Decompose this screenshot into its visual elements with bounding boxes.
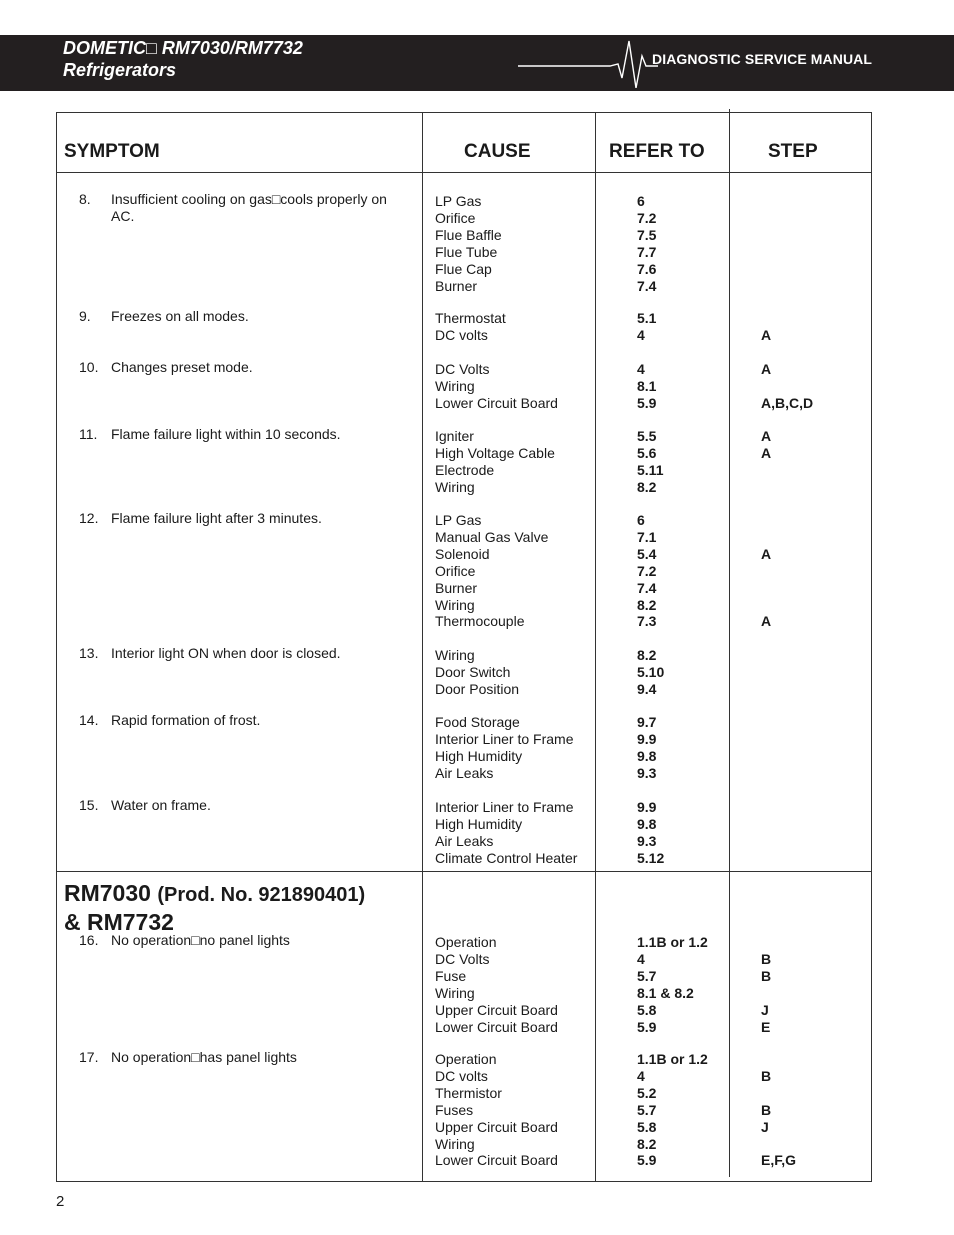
symptom-text: AC. (111, 207, 135, 224)
refer-to-cell: 8.1 (637, 377, 657, 394)
symptom-number: 9. (79, 308, 91, 324)
cause-cell: Interior Liner to Frame (435, 799, 574, 815)
cause-cell: Upper Circuit Board (435, 1118, 558, 1135)
section-title-model: RM7030 (64, 880, 151, 906)
cause-cell: Lower Circuit Board (435, 394, 558, 411)
cause-cell: Operation (435, 934, 497, 950)
symptom-number: 8. (79, 191, 91, 207)
cause-cell: Door Switch (435, 663, 511, 680)
refer-to-cell: 5.9 (637, 394, 657, 411)
step-cell: B (761, 1067, 772, 1084)
refer-to-cell: 1.1B or 1.2 (637, 934, 708, 950)
cause-cell: Air Leaks (435, 764, 494, 781)
cause-cell: Wiring (435, 647, 475, 663)
step-cell: B (761, 967, 772, 984)
symptom-text: Flame failure light within 10 seconds. (111, 426, 341, 442)
refer-to-cell: 4 (637, 1067, 645, 1084)
cause-cell: DC Volts (435, 361, 490, 377)
cause-cell: Climate Control Heater (435, 849, 578, 866)
step-cell: A (761, 613, 772, 630)
symptom-number: 15. (79, 797, 99, 813)
refer-to-cell: 7.4 (637, 277, 657, 294)
brand-subtitle: Refrigerators (63, 60, 177, 80)
refer-to-cell: 9.9 (637, 799, 657, 815)
refer-to-cell: 5.10 (637, 663, 665, 680)
cause-cell: Thermostat (435, 310, 506, 326)
refer-to-cell: 7.6 (637, 260, 657, 277)
header-divider (57, 172, 871, 173)
refer-to-cell: 7.2 (637, 209, 657, 226)
cause-cell: Electrode (435, 461, 495, 478)
symptom-number: 13. (79, 645, 99, 661)
diagnostic-table (56, 112, 872, 1182)
refer-to-cell: 5.11 (637, 461, 664, 478)
cause-cell: Operation (435, 1051, 497, 1067)
symptom-number: 17. (79, 1049, 99, 1065)
symptom-text: Freezes on all modes. (111, 308, 249, 324)
cause-cell: Solenoid (435, 545, 490, 562)
symptom-number: 10. (79, 359, 99, 375)
refer-to-cell: 7.4 (637, 579, 657, 596)
refer-to-cell: 6 (637, 512, 645, 528)
step-cell: J (761, 1118, 769, 1135)
cause-cell: Burner (435, 579, 478, 596)
cause-cell: Upper Circuit Board (435, 1001, 558, 1018)
refer-to-cell: 9.3 (637, 832, 657, 849)
column-header-step: STEP (768, 141, 818, 162)
section-title-prod-no: (Prod. No. 921890401) (157, 884, 366, 906)
step-cell: A (761, 361, 772, 377)
page-header (0, 35, 954, 91)
cause-cell: Fuses (435, 1101, 474, 1118)
refer-to-cell: 5.6 (637, 444, 657, 461)
section-title (64, 880, 365, 936)
refer-to-cell: 5.5 (637, 428, 657, 444)
refer-to-cell: 4 (637, 361, 645, 377)
cause-cell: Orifice (435, 562, 476, 579)
refer-to-cell: 8.2 (637, 1135, 657, 1152)
refer-to-cell: 5.12 (637, 849, 665, 866)
cause-cell: Thermocouple (435, 613, 525, 630)
step-cell: A (761, 545, 772, 562)
page-number: 2 (56, 1193, 65, 1210)
refer-to-cell: 8.2 (637, 596, 657, 613)
column-header-refer-to: REFER TO (609, 141, 705, 162)
cause-cell: LP Gas (435, 512, 482, 528)
column-header-cause: CAUSE (464, 141, 531, 162)
refer-to-cell: 4 (637, 950, 645, 967)
cause-cell: DC volts (435, 1067, 488, 1084)
refer-to-cell: 5.7 (637, 967, 657, 984)
cause-cell: Thermistor (435, 1084, 502, 1101)
step-cell: E,F,G (761, 1152, 797, 1169)
heartbeat-line-icon (518, 38, 658, 88)
refer-to-cell: 7.7 (637, 243, 657, 260)
column-divider (729, 109, 730, 1177)
refer-to-cell: 8.2 (637, 478, 657, 495)
cause-cell: Interior Liner to Frame (435, 730, 574, 747)
step-cell: A (761, 444, 772, 461)
refer-to-cell: 9.3 (637, 764, 657, 781)
cause-cell: Igniter (435, 428, 474, 444)
refer-to-cell: 5.8 (637, 1001, 657, 1018)
refer-to-cell: 8.2 (637, 647, 657, 663)
cause-cell: Wiring (435, 377, 475, 394)
cause-cell: Lower Circuit Board (435, 1018, 558, 1035)
step-cell: A,B,C,D (761, 394, 814, 411)
cause-cell: LP Gas (435, 193, 482, 209)
section-title-model-2: & RM7732 (64, 909, 174, 935)
column-divider (595, 113, 596, 1181)
symptom-number: 14. (79, 712, 99, 728)
cause-cell: Wiring (435, 596, 475, 613)
refer-to-cell: 5.7 (637, 1101, 657, 1118)
step-cell: E (761, 1018, 771, 1035)
symptom-number: 12. (79, 510, 99, 526)
cause-cell: Flue Cap (435, 260, 492, 277)
refer-to-cell: 9.9 (637, 730, 657, 747)
refer-to-cell: 6 (637, 193, 645, 209)
cause-cell: Lower Circuit Board (435, 1152, 558, 1169)
cause-cell: Orifice (435, 209, 476, 226)
symptom-text: Rapid formation of frost. (111, 712, 261, 728)
refer-to-cell: 9.7 (637, 714, 657, 730)
cause-cell: High Voltage Cable (435, 444, 555, 461)
cause-cell: Door Position (435, 680, 520, 697)
refer-to-cell: 5.9 (637, 1018, 657, 1035)
step-cell: J (761, 1001, 769, 1018)
symptom-text: No operation□no panel lights (111, 932, 290, 948)
refer-to-cell: 5.4 (637, 545, 657, 562)
cause-cell: DC volts (435, 326, 488, 343)
refer-to-cell: 9.4 (637, 680, 657, 697)
symptom-text: Water on frame. (111, 797, 211, 813)
refer-to-cell: 7.2 (637, 562, 657, 579)
section-divider (57, 871, 871, 872)
cause-cell: High Humidity (435, 815, 523, 832)
refer-to-cell: 1.1B or 1.2 (637, 1051, 708, 1067)
symptom-text: Insufficient cooling on gas□cools properly on (111, 191, 387, 207)
refer-to-cell: 7.3 (637, 613, 657, 630)
cause-cell: DC Volts (435, 950, 490, 967)
cause-cell: Fuse (435, 967, 467, 984)
step-cell: A (761, 326, 772, 343)
cause-cell: Flue Tube (435, 243, 498, 260)
symptom-number: 16. (79, 932, 99, 948)
refer-to-cell: 9.8 (637, 815, 657, 832)
symptom-text: Changes preset mode. (111, 359, 253, 375)
cause-cell: Flue Baffle (435, 226, 502, 243)
column-header-symptom: SYMPTOM (64, 141, 160, 162)
cause-cell: Food Storage (435, 714, 520, 730)
refer-to-cell: 5.2 (637, 1084, 657, 1101)
step-cell: B (761, 1101, 772, 1118)
symptom-text: Interior light ON when door is closed. (111, 645, 341, 661)
step-cell: A (761, 428, 772, 444)
refer-to-cell: 4 (637, 326, 645, 343)
symptom-text: No operation□has panel lights (111, 1049, 297, 1065)
brand-title: DOMETIC□ RM7030/RM7732 (63, 38, 303, 58)
cause-cell: High Humidity (435, 747, 523, 764)
symptom-number: 11. (79, 426, 98, 442)
cause-cell: Wiring (435, 478, 475, 495)
refer-to-cell: 5.9 (637, 1152, 657, 1169)
refer-to-cell: 9.8 (637, 747, 657, 764)
column-divider (422, 113, 423, 1181)
refer-to-cell: 7.5 (637, 226, 657, 243)
cause-cell: Wiring (435, 1135, 475, 1152)
manual-title: DIAGNOSTIC SERVICE MANUAL (652, 51, 873, 67)
cause-cell: Manual Gas Valve (435, 528, 549, 545)
cause-cell: Air Leaks (435, 832, 494, 849)
cause-cell: Wiring (435, 984, 475, 1001)
refer-to-cell: 7.1 (637, 528, 657, 545)
symptom-text: Flame failure light after 3 minutes. (111, 510, 322, 526)
refer-to-cell: 5.1 (637, 310, 657, 326)
cause-cell: Burner (435, 277, 478, 294)
refer-to-cell: 8.1 & 8.2 (637, 984, 694, 1001)
refer-to-cell: 5.8 (637, 1118, 657, 1135)
step-cell: B (761, 950, 772, 967)
